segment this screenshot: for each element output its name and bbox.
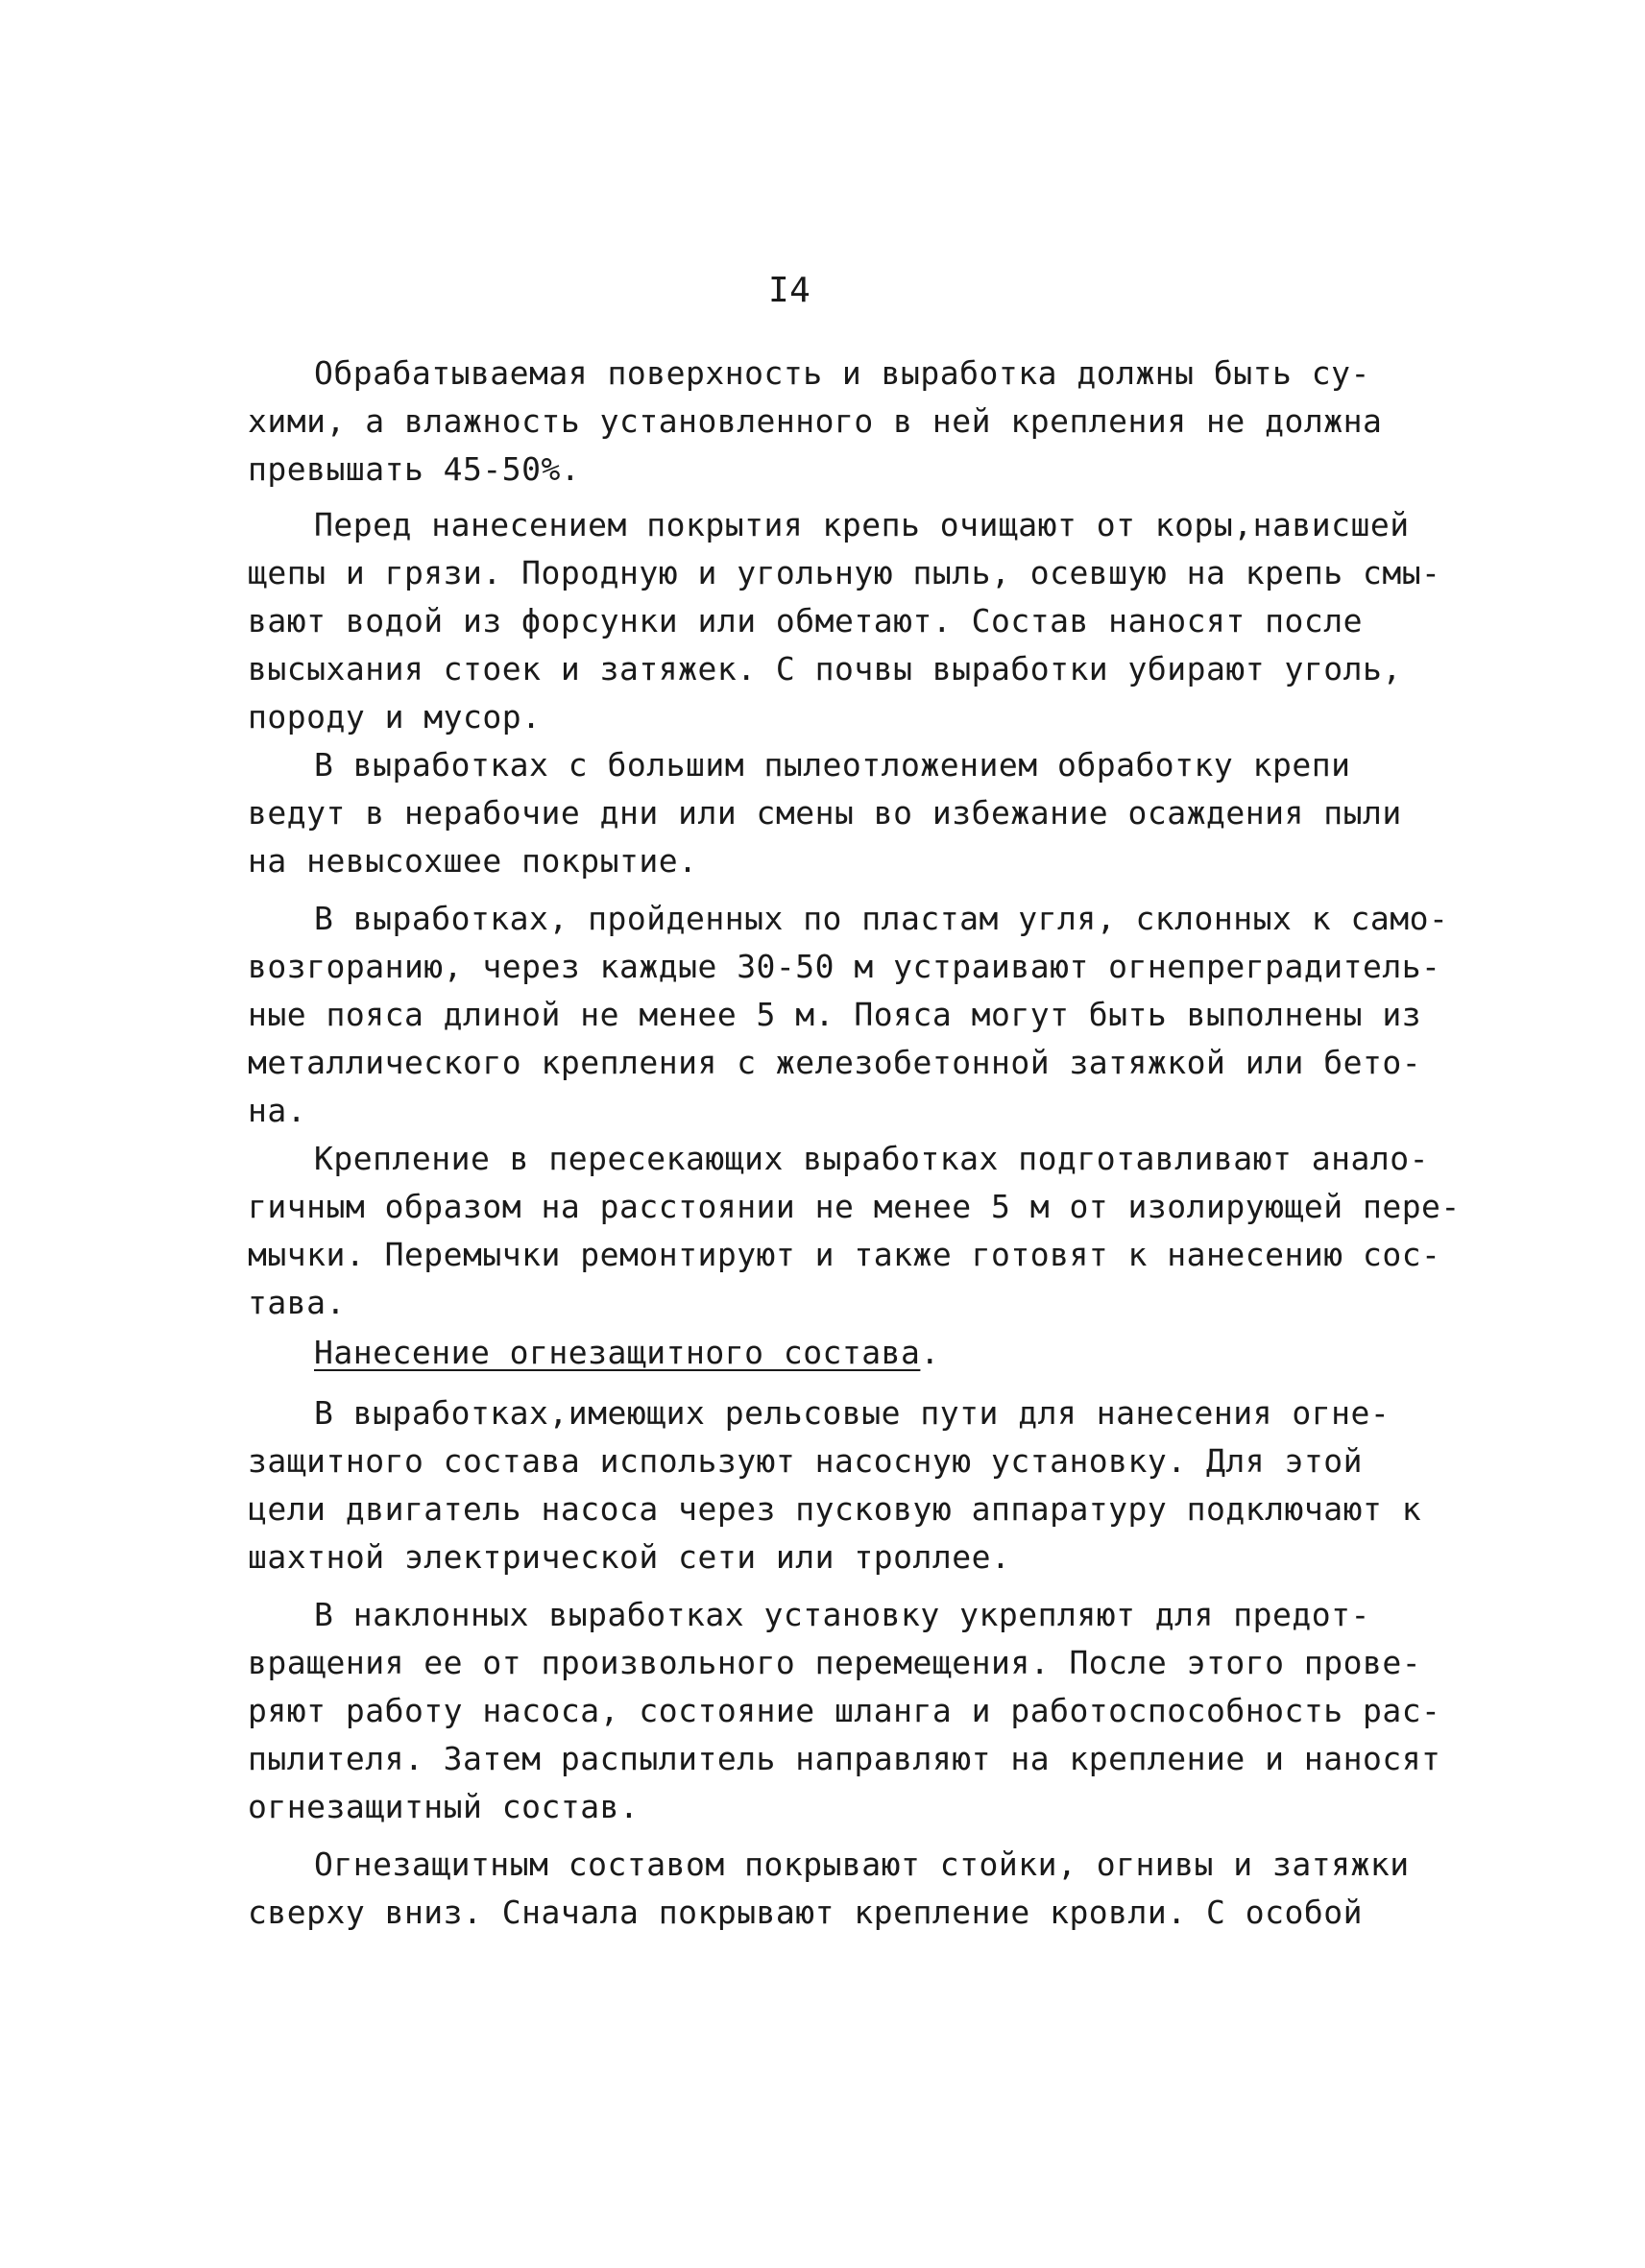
text-line: Обрабатываемая поверхность и выработка должны быть су- — [314, 354, 1370, 392]
text-line: ряют работу насоса, состояние шланга и работоспособность рас- — [248, 1692, 1441, 1729]
text-line: В наклонных выработках установку укрепляют для предот- — [314, 1596, 1370, 1633]
text-line: щепы и грязи. Породную и угольную пыль, осевшую на крепь смы- — [248, 554, 1441, 591]
text-line: металлического крепления с железобетонной затяжкой или бето- — [248, 1044, 1422, 1081]
text-line: ные пояса длиной не менее 5 м. Пояса могут быть выполнены из — [248, 996, 1422, 1033]
text-line: Крепление в пересекающих выработках подготавливают анало- — [314, 1140, 1429, 1177]
text-line: Огнезащитным составом покрывают стойки, огнивы и затяжки — [314, 1846, 1410, 1883]
text-line: превышать 45-50%. — [248, 450, 581, 488]
section-heading-text: Нанесение огнезащитного состава — [314, 1334, 921, 1371]
text-line: сверху вниз. Сначала покрывают крепление кровли. С особой — [248, 1894, 1363, 1931]
text-line: огнезащитный состав. — [248, 1788, 640, 1825]
text-line: породу и мусор. — [248, 698, 542, 736]
text-line: высыхания стоек и затяжек. С почвы выработки убирают уголь, — [248, 650, 1402, 688]
text-line: В выработках с большим пылеотложением обработку крепи — [314, 746, 1351, 784]
section-heading-suffix: . — [920, 1334, 940, 1371]
text-line: ведут в нерабочие дни или смены во избежание осаждения пыли — [248, 794, 1402, 832]
text-line: пылителя. Затем распылитель направляют на крепление и наносят — [248, 1740, 1441, 1777]
text-line: шахтной электрической сети или троллее. — [248, 1538, 1011, 1576]
text-line: гичным образом на расстоянии не менее 5 м от изолирующей пере- — [248, 1188, 1461, 1225]
text-line: вращения ее от произвольного перемещения. После этого прове- — [248, 1644, 1422, 1681]
text-line: В выработках, пройденных по пластам угля, склонных к само- — [314, 900, 1449, 937]
text-line: на невысохшее покрытие. — [248, 842, 698, 880]
text-line: Перед нанесением покрытия крепь очищают от коры,нависшей — [314, 506, 1410, 543]
text-line: тава. — [248, 1284, 346, 1321]
text-line: возгоранию, через каждые 30-50 м устраивают огнепреградитель- — [248, 948, 1441, 985]
section-heading — [314, 1334, 940, 1371]
text-line: защитного состава используют насосную установку. Для этой — [248, 1442, 1363, 1480]
page-number: I4 — [768, 271, 811, 310]
text-line: В выработках,имеющих рельсовые пути для нанесения огне- — [314, 1394, 1391, 1432]
text-line: цели двигатель насоса через пусковую аппаратуру подключают к — [248, 1490, 1422, 1528]
text-line: хими, а влажность установленного в ней крепления не должна — [248, 402, 1383, 440]
text-line: мычки. Перемычки ремонтируют и также готовят к нанесению сос- — [248, 1236, 1441, 1273]
text-line: вают водой из форсунки или обметают. Состав наносят после — [248, 602, 1363, 639]
text-line: на. — [248, 1092, 307, 1129]
